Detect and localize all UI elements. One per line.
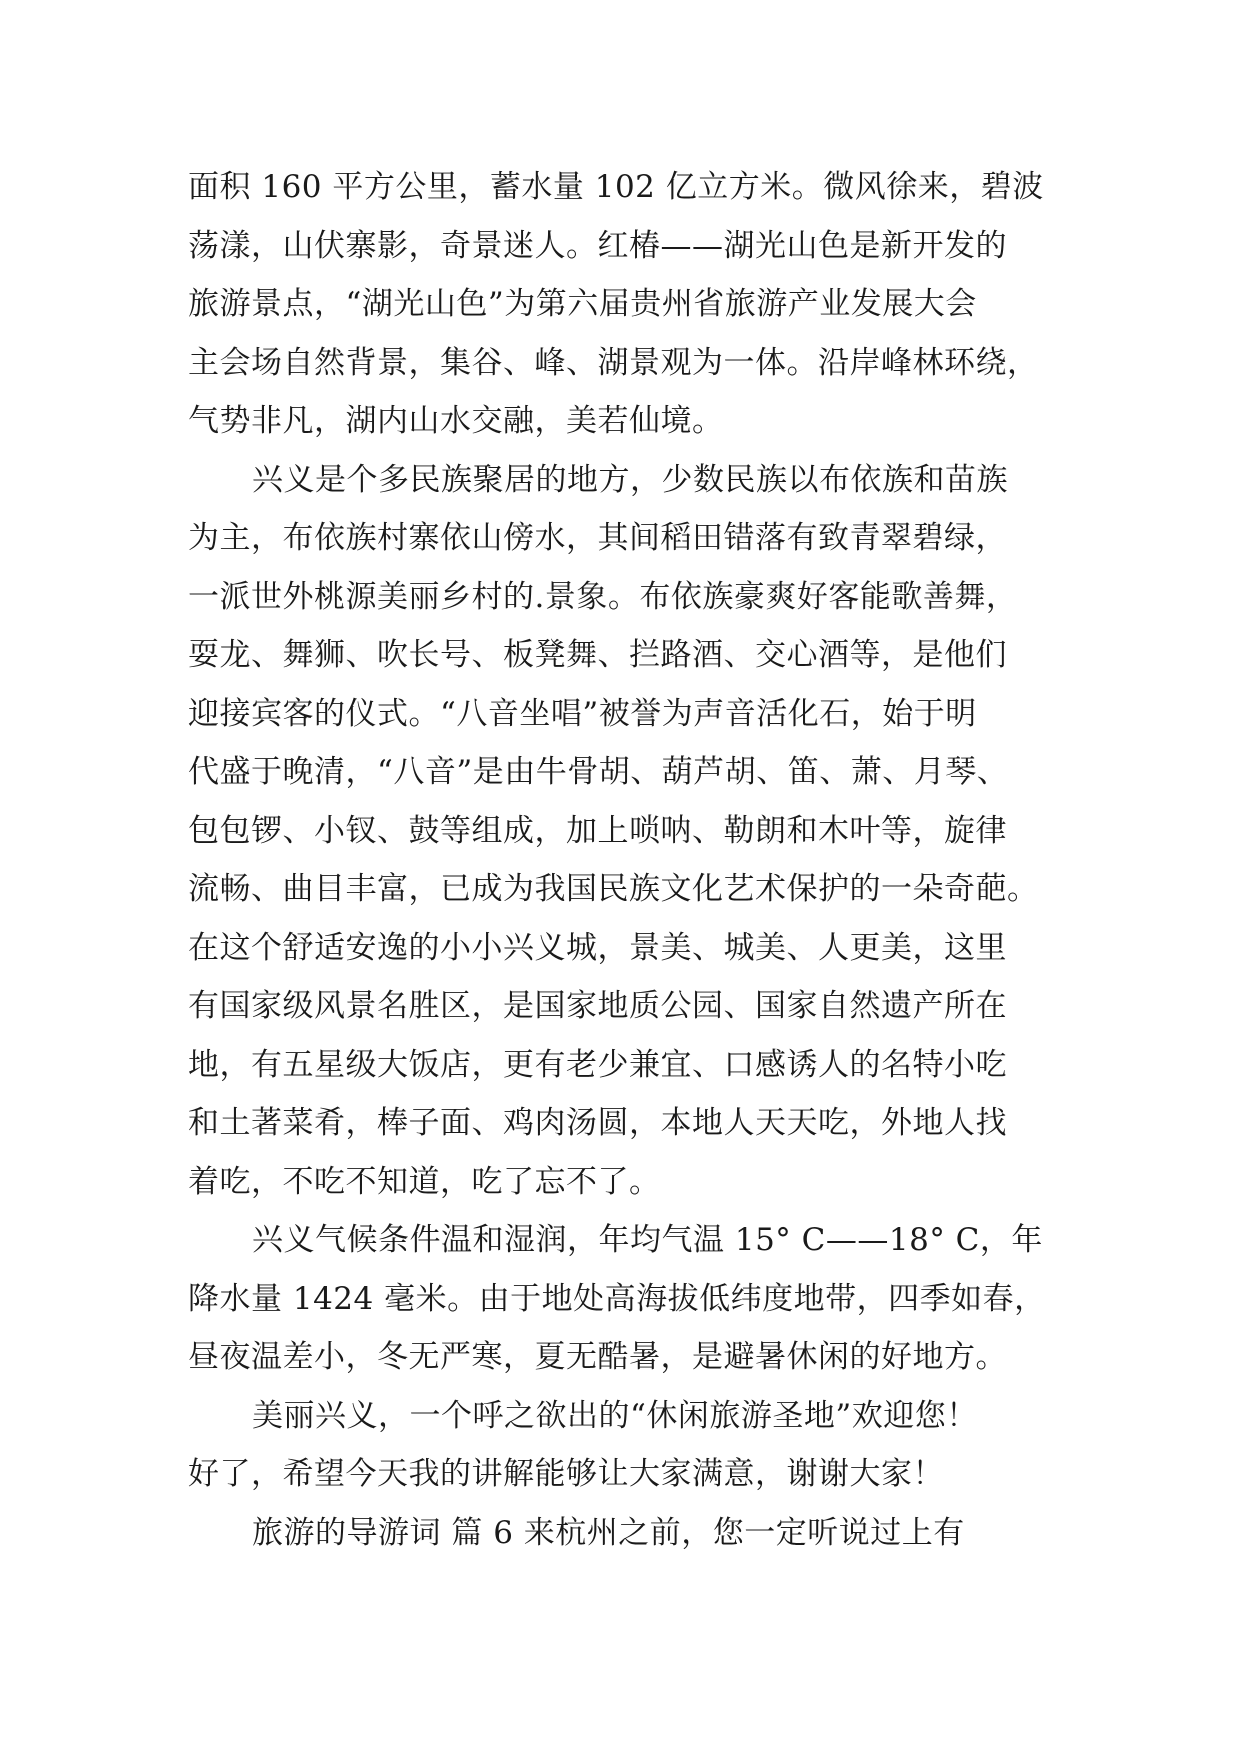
text-line: 面积 160 平方公里，蓄水量 102 亿立方米。微风徐来，碧波 xyxy=(188,169,1044,205)
text-line: 为主，布依族村寨依山傍水，其间稻田错落有致青翠碧绿， xyxy=(188,520,1007,556)
text-line: 包包锣、小钗、鼓等组成，加上唢呐、勒朗和木叶等，旋律 xyxy=(188,812,1007,849)
text-line: 昼夜温差小，冬无严寒，夏无酷暑，是避暑休闲的好地方。 xyxy=(188,1339,1007,1375)
text-line: 兴义气候条件温和湿润，年均气温 15° C——18° C，年 xyxy=(252,1222,1043,1258)
text-line: 流畅、曲目丰富，已成为我国民族文化艺术保护的一朵奇葩。 xyxy=(188,871,1039,907)
text-line: 降水量 1424 毫米。由于地处高海拔低纬度地带，四季如春， xyxy=(188,1280,1046,1317)
body-text xyxy=(188,158,1068,1562)
text-line: 荡漾，山伏寨影，奇景迷人。红椿——湖光山色是新开发的 xyxy=(188,227,1007,264)
text-line: 有国家级风景名胜区，是国家地质公园、国家自然遗产所在 xyxy=(188,988,1007,1024)
text-line: 迎接宾客的仪式。“八音坐唱”被誉为声音活化石，始于明 xyxy=(188,695,977,732)
text-line: 主会场自然背景，集谷、峰、湖景观为一体。沿岸峰林环绕， xyxy=(188,344,1039,381)
text-line: 旅游景点，“湖光山色”为第六届贵州省旅游产业发展大会 xyxy=(188,286,977,322)
text-line: 着吃，不吃不知道，吃了忘不了。 xyxy=(188,1163,661,1200)
text-line: 美丽兴义，一个呼之欲出的“休闲旅游圣地”欢迎您！ xyxy=(252,1397,978,1434)
text-line: 旅游的导游词 篇 6 来杭州之前，您一定听说过上有 xyxy=(252,1514,965,1551)
text-line: 耍龙、舞狮、吹长号、板凳舞、拦路酒、交心酒等，是他们 xyxy=(188,637,1007,673)
text-line: 在这个舒适安逸的小小兴义城，景美、城美、人更美，这里 xyxy=(188,929,1007,966)
text-line: 一派世外桃源美丽乡村的.景象。布依族豪爽好客能歌善舞， xyxy=(188,578,1018,615)
text-line: 和土著菜肴，棒子面、鸡肉汤圆，本地人天天吃，外地人找 xyxy=(188,1105,1007,1141)
text-line: 好了，希望今天我的讲解能够让大家满意，谢谢大家！ xyxy=(188,1456,944,1492)
text-line: 代盛于晚清，“八音”是由牛骨胡、葫芦胡、笛、萧、月琴、 xyxy=(188,754,1009,790)
text-line: 地，有五星级大饭店，更有老少兼宜、口感诱人的名特小吃 xyxy=(188,1046,1007,1083)
text-line: 气势非凡，湖内山水交融，美若仙境。 xyxy=(188,403,724,439)
text-line: 兴义是个多民族聚居的地方，少数民族以布依族和苗族 xyxy=(252,461,1008,498)
